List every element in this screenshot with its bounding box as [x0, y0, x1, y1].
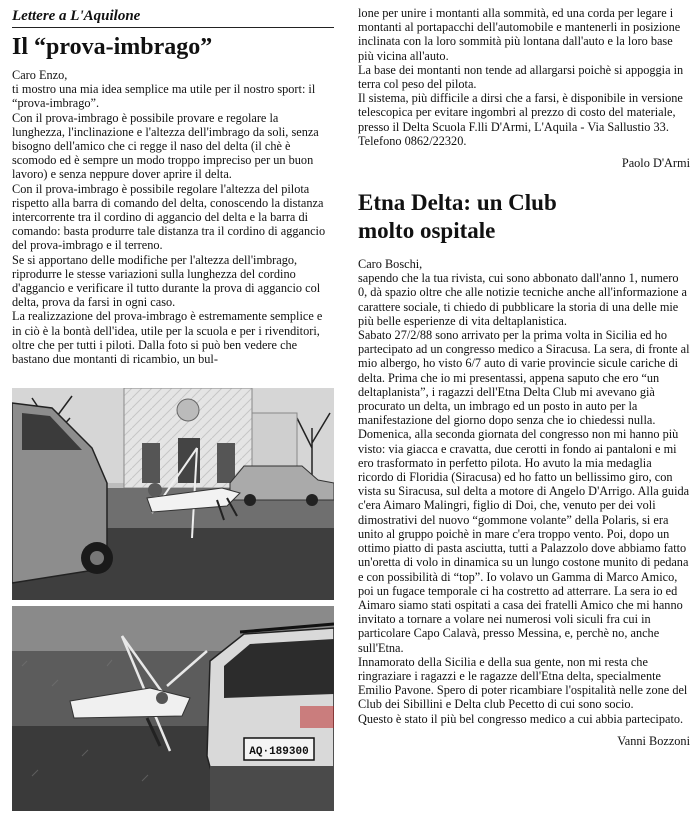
section-header: Lettere a L'Aquilone	[12, 8, 334, 28]
letter2-title-line2: molto ospitale	[358, 218, 496, 244]
letter1-signature: Paolo D'Armi	[621, 156, 690, 171]
letter1-greeting: Caro Enzo,	[12, 68, 68, 82]
photo-car-harness	[12, 606, 334, 811]
letter2-paragraph: sapendo che la tua rivista, cui sono abbonato dall'anno 1, numero 0, dà spazio oltre che alle notizie tecniche anche all'informazione a carattere sociale, ti chiedo di pubblicare la storia di una delle mie più belle esperienze di vita deltaplanistica.	[358, 271, 687, 328]
letter2-paragraph: Innamorato della Sicilia e della sua gente, non mi resta che ringraziare i ragazzi e le ragazze dell'Etna delta, specialmente Emilio Pavone. Spero di poter ricambiare l'ospitalità nelle zone del Club dei Sibillini e Delta club Pecetto di cui sono socio.	[358, 654, 688, 712]
letter1-continuation-paragraph: Il sistema, più difficile a dirsi che a farsi, è disponibile in versione telescopica per evitare ingombri al prezzo di costo del materiale, presso il Delta Scuola F.lli D'Armi, L'Aquila - Via Sallustio 33. Telefono 0862/22320.	[358, 91, 683, 148]
photo-church-harness-test	[12, 388, 334, 600]
letter1-paragraph: Se si apportano delle modifiche per l'altezza dell'imbrago, riprodurre le stesse variazioni sulla lunghezza del cordino d'aggancio e verificare il tutto durante la prova di aggancio col delta, prova da farsi in ogni caso.	[12, 252, 321, 310]
letter1-continuation-paragraph: lone per unire i montanti alla sommità, ed una corda per legare i montanti al portapacchi dell'automobile e mantenerli in posizione inclinata con la loro sommità più lontana dall'auto e la loro base più vicina all'auto.	[358, 6, 681, 63]
letter1-paragraph: ti mostro una mia idea semplice ma utile per il nostro sport: il “prova-imbrago”.	[12, 82, 316, 111]
letter2-signature: Vanni Bozzoni	[617, 733, 690, 748]
letter2-body	[358, 257, 690, 726]
letter2-paragraph: Sabato 27/2/88 sono arrivato per la prima volta in Sicilia ed ho partecipato ad un congresso medico a Siracusa. La sera, di fronte al mio albergo, ho visto 6/7 auto di varie provincie sicule cariche di delta. Prima che io mi presentassi, appena saputo che ero “un deltaplanista”, i ragazzi dell'Etna Delta Club mi avevano già procurato un delta, un imbrago ed un posto in auto per la manifestazione del giorno dopo senza che io chiedessi nulla. Domenica, alla seconda giornata del congresso non mi hanno più visto: via giacca e cravatta, due cerotti in fondo ai pantaloni e mi ero trasformato in perfetto pilota. Ho avuto la mia medaglia ricordo di Floridia (Siracusa) ed ho fatto un bellissimo giro, con vista su Siracusa, sul delta a motore di Angelo D'Arrigo. Alla guida c'era Aimaro Malingri, figlio di Doi, che, venuto per dei voli dimostrativi del nuovo “gommone volante” della Polaris, si era unito al gruppo poichè in mare c'era troppo vento. Poi, dopo un ottimo piatto di pasta asciutta, tutti a Palazzolo dove abbiamo fatto un'oretta di volo in dinamica su un lungo costone munito di pedana e con possibilità di “top”. Io volavo un Gamma di Marco Amico, poi un fugace temporale ci ha costretto ad atterrare. La sera io ed Aimaro siamo stati ospitati a casa dei fratelli Amico che mi hanno invitato a tornare a volare nei numerosi voli siculi fra cui in particolare Capo Calavà, presso Messina, e, perchè no, anche sull'Etna.	[358, 328, 690, 655]
letter2-title-line1: Etna Delta: un Club	[358, 190, 557, 216]
number-plate: AQ·189300	[249, 746, 309, 758]
letter1-paragraph: Con il prova-imbrago è possibile regolare l'altezza del pilota rispetto alla barra di comando del delta, conoscendo la distanza intercorrente tra il cordino di aggancio del delta e la barra di comando: basta produrre tale distanza tra il cordino di aggancio del prova-imbrago e il terreno.	[12, 181, 326, 253]
letter1-continuation	[358, 6, 690, 148]
letter1-continuation-paragraph: La base dei montanti non tende ad allargarsi poichè si appoggia in terra col peso del pilota.	[358, 62, 684, 92]
letter1-title: Il “prova-imbrago”	[12, 34, 213, 60]
left-column	[12, 8, 334, 366]
letter1-paragraph: Con il prova-imbrago è possibile provare e regolare la lunghezza, l'inclinazione e l'altezza dell'imbrago da soli, senza bisogno dell'amico che ci regge il naso del delta (il chè è scomodo ed è sempre un modo troppo impreciso per un buon lavoro) e senza neppure dover aprire il delta.	[12, 110, 319, 182]
letter1-paragraph: La realizzazione del prova-imbrago è estremamente semplice e in ciò è la bontà dell'idea, utile per la scuola e per i rivenditori, oltre che per tutti i piloti. Dalla foto si può ben vedere che bastano due montanti di ricambio, un bul-	[12, 309, 323, 367]
letter1-body	[12, 68, 334, 366]
letter2-greeting: Caro Boschi,	[358, 257, 423, 272]
right-column	[358, 6, 690, 749]
letter2-paragraph: Questo è stato il più bel congresso medico a cui abbia partecipato.	[358, 711, 684, 726]
